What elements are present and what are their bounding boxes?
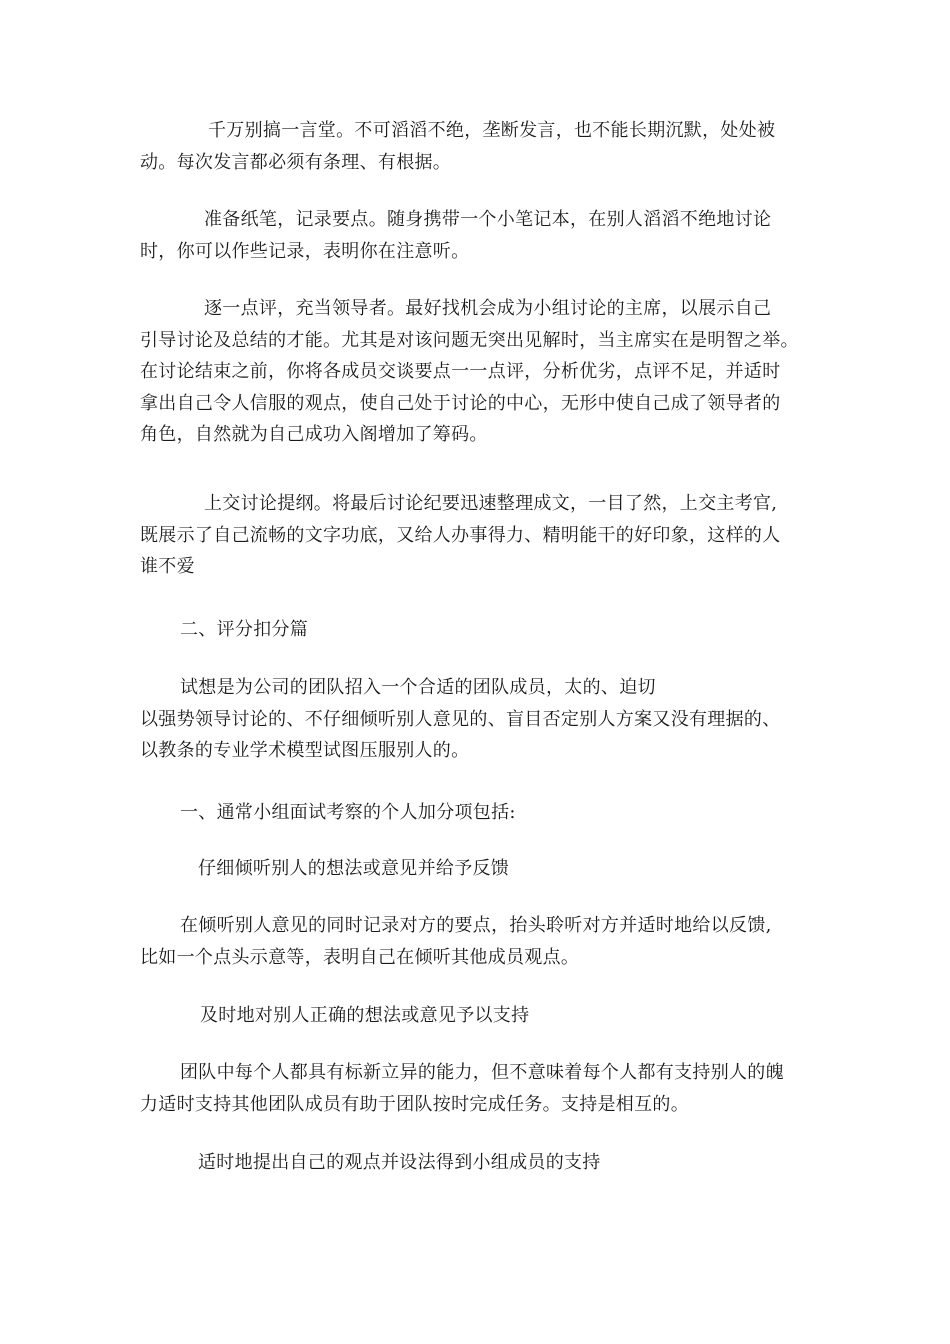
subheading-listen-carefully [140,853,820,885]
paragraph-line: 试想是为公司的团队招入一个合适的团队成员，太的、迫切 [180,677,656,698]
subheading: 及时地对别人正确的想法或意见予以支持 [200,1005,530,1026]
paragraph-listen-feedback [140,910,820,973]
paragraph-line: 千万别搞一言堂。不可滔滔不绝，垄断发言，也不能长期沉默，处处被 [208,120,776,141]
paragraph-line: 动。每次发言都必须有条理、有根据。 [140,151,452,173]
paragraph-line: 既展示了自己流畅的文字功底，又给人办事得力、精明能干的好印象，这样的人 [140,524,781,546]
paragraph-line: 以教条的专业学术模型试图压服别人的。 [140,740,470,761]
section-heading-scoring [140,614,820,646]
paragraph-submit-outline [140,488,820,583]
paragraph-take-notes [140,204,820,267]
subheading: 仔细倾听别人的想法或意见并给予反馈 [198,858,510,879]
section-heading: 二、评分扣分篇 [180,619,309,640]
paragraph-line: 比如一个点头示意等，表明自己在倾听其他成员观点。 [140,946,580,968]
subheading-support-others [140,1000,820,1032]
paragraph-line: 团队中每个人都具有标新立异的能力，但不意味着每个人都有支持别人的魄 [180,1062,784,1083]
section-heading: 一、通常小组面试考察的个人加分项包括: [180,802,516,823]
paragraph-line: 引导讨论及总结的才能。尤其是对该问题无突出见解时，当主席实在是明智之举。 [140,329,799,351]
paragraph-line: 谁不爱 [140,556,195,577]
paragraph-line: 上交讨论提纲。将最后讨论纪要迅速整理成文，一目了然，上交主考官, [204,493,778,514]
paragraph-line: 角色，自然就为自己成功入阁增加了筹码。 [140,424,488,445]
paragraph-imagine-hiring [140,672,820,767]
paragraph-line: 以强势领导讨论的、不仔细倾听别人意见的、盲目否定别人方案又没有理据的、 [140,708,781,730]
paragraph-line: 逐一点评，充当领导者。最好找机会成为小组讨论的主席，以展示自己 [204,298,772,319]
paragraph-act-as-leader [140,293,820,451]
paragraph-team-support [140,1057,820,1120]
subheading-propose-views [140,1147,820,1179]
paragraph-line: 准备纸笔，记录要点。随身携带一个小笔记本，在别人滔滔不绝地讨论 [204,209,772,230]
paragraph-no-monologue [140,115,820,178]
paragraph-line: 力适时支持其他团队成员有助于团队按时完成任务。支持是相互的。 [140,1093,689,1115]
paragraph-line: 在倾听别人意见的同时记录对方的要点，抬头聆听对方并适时地给以反馈, [180,915,772,936]
subheading: 适时地提出自己的观点并设法得到小组成员的支持 [198,1152,601,1173]
paragraph-line: 在讨论结束之前，你将各成员交谈要点一一点评，分析优劣，点评不足，并适时 [140,361,781,382]
paragraph-line: 时，你可以作些记录，表明你在注意听。 [140,240,470,262]
paragraph-line: 拿出自己令人信服的观点，使自己处于讨论的中心，无形中使自己成了领导者的 [140,392,781,414]
section-heading-bonus-items [140,797,820,829]
